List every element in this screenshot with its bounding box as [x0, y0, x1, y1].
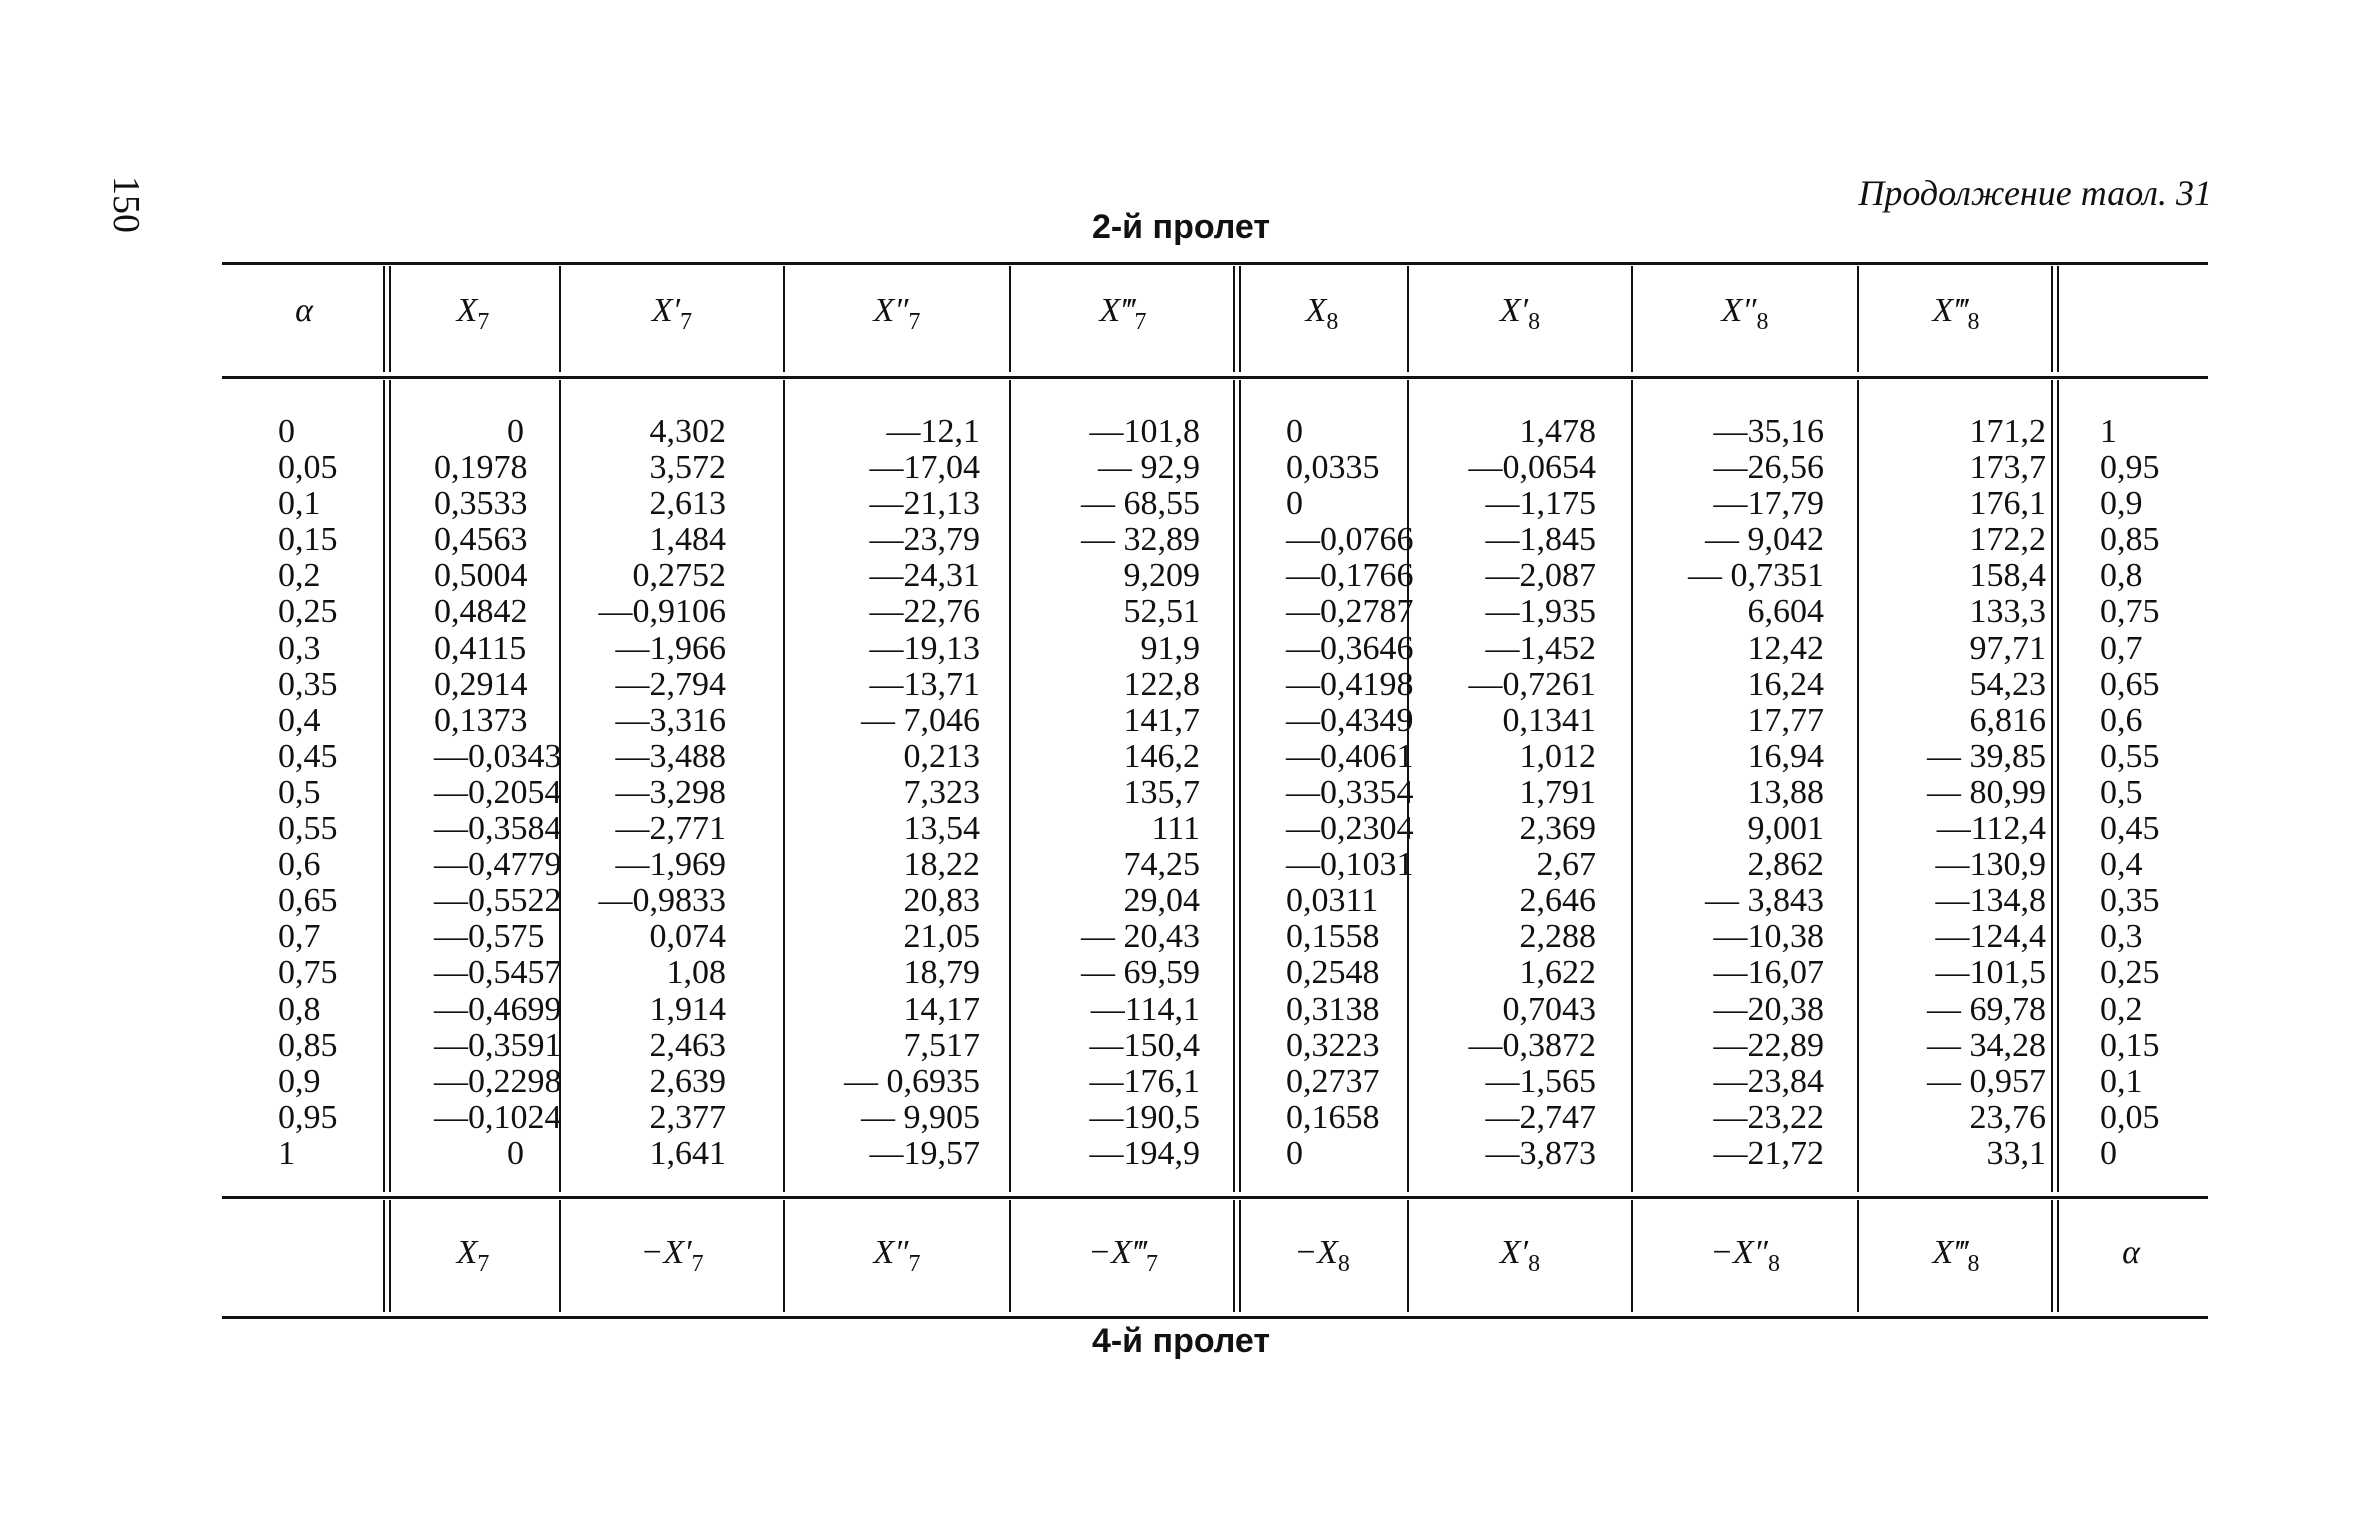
table-cell: —101,8 [1089, 413, 1200, 450]
table-cell: 135,7 [1123, 773, 1200, 811]
table-cell: —2,087 [1485, 557, 1596, 595]
table-cell: —0,9106 [598, 593, 726, 631]
table-cell: —114,1 [1090, 990, 1200, 1028]
header-top-cell-3: $X''_7$ [873, 292, 921, 335]
table-cell: —17,04 [869, 449, 980, 487]
table-cell: —23,84 [1713, 1062, 1824, 1100]
table-cell: 0,25 [2100, 954, 2160, 992]
table-cell: 0,4842 [434, 593, 528, 631]
table-cell: —26,56 [1713, 449, 1824, 487]
table-cell: 0,15 [2100, 1026, 2160, 1064]
table-cell: 6,604 [1747, 593, 1824, 631]
table-cell: —112,4 [1936, 810, 2046, 848]
footer-top-rule [222, 1196, 2208, 1199]
table-cell: —0,5457 [434, 954, 562, 992]
table-cell: 0,3138 [1286, 990, 1380, 1028]
table-cell: —23,79 [869, 521, 980, 559]
header-top-cell-4: $X‴_7$ [1099, 292, 1147, 335]
table-cell: — 92,9 [1098, 449, 1200, 487]
table-column-5 [1286, 413, 1414, 1172]
table-cell: 0,4563 [434, 521, 528, 559]
table-column-6 [1408, 414, 1596, 1172]
table-cell: — 69,78 [1927, 990, 2046, 1028]
table-cell: —20,38 [1713, 990, 1824, 1028]
table-cell: 12,42 [1747, 629, 1824, 667]
table-cell: —1,565 [1485, 1062, 1596, 1100]
table-cell: — 39,85 [1927, 737, 2046, 775]
table-cell: —0,0654 [1468, 449, 1596, 487]
table-cell: 7,517 [903, 1026, 980, 1064]
table-column-7 [1632, 414, 1824, 1172]
table-cell: — 20,43 [1081, 918, 1200, 956]
table-cell: 171,2 [1969, 413, 2046, 450]
bottom-span-title: 4-й пролет [1091, 1322, 1271, 1360]
table-cell: 4,302 [649, 413, 726, 450]
table-cell: 1 [278, 1134, 295, 1172]
table-cell: 54,23 [1969, 665, 2046, 703]
table-cell: —21,72 [1713, 1134, 1824, 1172]
table-cell: —101,5 [1935, 954, 2046, 992]
table-cell: —3,873 [1485, 1134, 1596, 1172]
table-cell: —124,4 [1935, 918, 2046, 956]
table-cell: — 7,046 [861, 701, 980, 739]
table-cell: —0,3354 [1286, 773, 1414, 811]
table-cell: — 68,55 [1081, 485, 1200, 523]
table-cell: — 34,28 [1927, 1026, 2046, 1064]
header-top-cell-2: $X'_7$ [651, 292, 693, 335]
table-cell: 0,3223 [1286, 1026, 1380, 1064]
table-cell: —130,9 [1935, 846, 2046, 884]
table-cell: —2,794 [615, 665, 726, 703]
table-cell: 0,8 [278, 990, 321, 1028]
table-cell: —10,38 [1713, 918, 1824, 956]
table-cell: 0,35 [278, 665, 338, 703]
table-cell: 91,9 [1140, 629, 1200, 667]
table-cell: — 32,89 [1081, 521, 1200, 559]
table-cell: 0,7 [278, 918, 321, 956]
header-top-cell-6: $X'_8$ [1499, 292, 1541, 335]
table-cell: 0,3 [278, 629, 321, 667]
table-cell: 0,3 [2100, 918, 2143, 956]
header-bottom-cell-5: $-X_8$ [1294, 1234, 1350, 1277]
table-cell: —1,845 [1485, 521, 1596, 559]
table-cell: 0,5 [278, 773, 321, 811]
table-cell: —0,4198 [1286, 665, 1414, 703]
table-cell: 0,6 [278, 846, 321, 884]
table-cell: 52,51 [1123, 593, 1200, 631]
table-cell: 0 [1286, 1134, 1303, 1172]
header-top-cell-7: $X''_8$ [1721, 292, 1769, 335]
table-cell: 33,1 [1986, 1134, 2046, 1172]
table-cell: 2,862 [1747, 846, 1824, 884]
header-bottom-cell-6: $X'_8$ [1499, 1234, 1541, 1277]
table-cell: 172,2 [1969, 521, 2046, 559]
page-number: 150 [105, 176, 147, 233]
table-cell: 0,7043 [1502, 990, 1596, 1028]
column-divider [2051, 380, 2059, 1192]
table-cell: 0 [507, 1134, 524, 1172]
table-cell: —0,2787 [1286, 593, 1414, 631]
table-cell: —176,1 [1089, 1062, 1200, 1100]
table-cell: —0,2054 [434, 773, 562, 811]
table-cell: 1,08 [666, 954, 726, 992]
header-top-cell-5: $X_8$ [1305, 292, 1339, 335]
table-cell: —13,71 [869, 665, 980, 703]
table-cell: 122,8 [1123, 665, 1200, 703]
table-cell: 0,1373 [434, 701, 528, 739]
top-span-title: 2-й пролет [1091, 208, 1271, 246]
table-cell: 0 [1286, 413, 1303, 450]
table-cell: —1,966 [615, 629, 726, 667]
table-cell: 0 [2100, 1134, 2117, 1172]
header-top-cell-0: α [295, 292, 313, 329]
table-cell: 0,4115 [434, 629, 527, 667]
table-column-2 [560, 414, 726, 1172]
table-cell: 3,572 [649, 449, 726, 487]
table-cell: 0,5004 [434, 557, 528, 595]
table-cell: 9,209 [1123, 557, 1200, 595]
header-bottom-cell-4: $-X‴_7$ [1088, 1234, 1158, 1277]
table-cell: — 9,905 [861, 1098, 980, 1136]
table-cell: 0,2914 [434, 665, 528, 703]
table-cell: 2,613 [649, 485, 726, 523]
table-cell: 6,816 [1969, 701, 2046, 739]
table-cell: —12,1 [886, 413, 980, 450]
table-cell: —23,22 [1713, 1098, 1824, 1136]
table-cell: 133,3 [1969, 593, 2046, 631]
table-cell: — 0,957 [1927, 1062, 2046, 1100]
table-cell: — 0,6935 [844, 1062, 980, 1100]
table-cell: 13,88 [1747, 773, 1824, 811]
table-cell: —150,4 [1089, 1026, 1200, 1064]
table-cell: 0,65 [2100, 665, 2160, 703]
table-cell: 18,22 [903, 846, 980, 884]
table-cell: —22,89 [1713, 1026, 1824, 1064]
table-cell: 0,55 [278, 810, 338, 848]
table-cell: 2,288 [1519, 918, 1596, 956]
table-cell: —3,298 [615, 773, 726, 811]
table-cell: 9,001 [1747, 810, 1824, 848]
table-cell: 0,15 [278, 521, 338, 559]
table-cell: 0,9 [2100, 485, 2143, 523]
table-cell: 13,54 [903, 810, 980, 848]
table-cell: —0,7261 [1468, 665, 1596, 703]
table-cell: 2,646 [1519, 882, 1596, 920]
table-cell: —24,31 [869, 557, 980, 595]
table-cell: —0,1024 [434, 1098, 562, 1136]
table-cell: —0,5522 [434, 882, 562, 920]
table-cell: 7,323 [903, 773, 980, 811]
table-cell: 1,641 [649, 1134, 726, 1172]
table-cell: —1,935 [1485, 593, 1596, 631]
table-cell: —134,8 [1935, 882, 2046, 920]
header-bottom-cell-1: $X_7$ [456, 1234, 490, 1277]
table-cell: 0,05 [278, 449, 338, 487]
table-cell: 0,95 [2100, 449, 2160, 487]
table-cell: —2,771 [615, 810, 726, 848]
table-cell: 16,24 [1747, 665, 1824, 703]
table-cell: 0,2 [2100, 990, 2143, 1028]
table-cell: 176,1 [1969, 485, 2046, 523]
table-cell: 0,45 [2100, 810, 2160, 848]
table-cell: 1,012 [1519, 737, 1596, 775]
table-cell: 16,94 [1747, 737, 1824, 775]
table-cell: —2,747 [1485, 1098, 1596, 1136]
table-cell: —0,3591 [434, 1026, 562, 1064]
table-cell: 0,0335 [1286, 449, 1380, 487]
table-cell: 0 [507, 413, 524, 450]
table-cell: 0,8 [2100, 557, 2143, 595]
table-cell: 0,65 [278, 882, 338, 920]
table-cell: 0,0311 [1286, 882, 1379, 920]
table-cell: 141,7 [1123, 701, 1200, 739]
table-cell: 0,05 [2100, 1098, 2160, 1136]
table-cell: 0,1341 [1502, 701, 1596, 739]
table-cell: — 9,042 [1705, 521, 1824, 559]
table-cell: 1,791 [1519, 773, 1596, 811]
table-cell: — 69,59 [1081, 954, 1200, 992]
table-cell: 0 [1286, 485, 1303, 523]
table-cell: —22,76 [869, 593, 980, 631]
table-cell: —0,4061 [1286, 737, 1414, 775]
table-cell: —35,16 [1713, 413, 1824, 450]
header-bottom-rule [222, 376, 2208, 379]
table-continuation-caption: Продолжение таол. 31 [1858, 173, 2212, 213]
table-cell: 0,35 [2100, 882, 2160, 920]
table-cell: 2,377 [649, 1098, 726, 1136]
table-cell: 0,074 [649, 918, 726, 956]
table-cell: 21,05 [903, 918, 980, 956]
table-bottom-rule [222, 1316, 2208, 1319]
table-column-1 [434, 413, 562, 1172]
header-bottom-cell-3: $X''_7$ [873, 1234, 921, 1277]
table-cell: 173,7 [1969, 449, 2046, 487]
table-cell: 1,484 [649, 521, 726, 559]
table-cell: —3,316 [615, 701, 726, 739]
table-cell: 0 [278, 413, 295, 450]
table-cell: 0,2 [278, 557, 321, 595]
header-bottom-cell-8: $X‴_8$ [1932, 1234, 1980, 1277]
table-cell: —19,13 [869, 629, 980, 667]
table-cell: 2,639 [649, 1062, 726, 1100]
table-cell: 146,2 [1123, 737, 1200, 775]
table-cell: —21,13 [869, 485, 980, 523]
table-cell: —0,2298 [434, 1062, 562, 1100]
table-cell: —3,488 [615, 737, 726, 775]
table-cell: 2,463 [649, 1026, 726, 1064]
table-cell: —0,3584 [434, 810, 562, 848]
table-cell: 0,1558 [1286, 918, 1380, 956]
table-cell: —0,3872 [1468, 1026, 1596, 1064]
table-cell: —0,2304 [1286, 810, 1414, 848]
table-cell: —0,4349 [1286, 701, 1414, 739]
table-cell: 0,6 [2100, 701, 2143, 739]
table-cell: —0,4779 [434, 846, 562, 884]
table-cell: 0,5 [2100, 773, 2143, 811]
table-cell: — 0,7351 [1688, 557, 1824, 595]
table-top-rule [222, 262, 2208, 265]
table-cell: 0,9 [278, 1062, 321, 1100]
table-cell: 29,04 [1123, 882, 1200, 920]
table-cell: —190,5 [1089, 1098, 1200, 1136]
table-cell: —17,79 [1713, 485, 1824, 523]
table-cell: —0,4699 [434, 990, 562, 1028]
table-column-3 [784, 414, 980, 1172]
table-column-4 [1010, 414, 1200, 1172]
table-cell: 20,83 [903, 882, 980, 920]
table-cell: 1,914 [649, 990, 726, 1028]
table-cell: 14,17 [903, 990, 980, 1028]
column-divider [1233, 380, 1241, 1192]
table-cell: —16,07 [1713, 954, 1824, 992]
table-cell: 0,1 [278, 485, 321, 523]
table-cell: —0,0343 [434, 737, 562, 775]
table-cell: 23,76 [1969, 1098, 2046, 1136]
table-cell: 0,4 [2100, 846, 2143, 884]
table-cell: —0,9833 [598, 882, 726, 920]
table-column-9 [2100, 414, 2208, 1172]
table-cell: 158,4 [1969, 557, 2046, 595]
table-cell: 0,2752 [632, 557, 726, 595]
table-cell: 0,75 [278, 954, 338, 992]
table-cell: 0,25 [278, 593, 338, 631]
table-cell: 0,4 [278, 701, 321, 739]
table-cell: 2,369 [1519, 810, 1596, 848]
table-cell: —1,452 [1485, 629, 1596, 667]
table-cell: 0,85 [278, 1026, 338, 1064]
table-cell: —0,575 [434, 918, 545, 956]
table-cell: 0,75 [2100, 593, 2160, 631]
table-cell: —0,1031 [1286, 846, 1414, 884]
table-cell: —19,57 [869, 1134, 980, 1172]
table-cell: 18,79 [903, 954, 980, 992]
table-cell: — 80,99 [1927, 773, 2046, 811]
table-cell: 0,55 [2100, 737, 2160, 775]
table-cell: 0,213 [903, 737, 980, 775]
header-bottom-cell-9: α [2122, 1234, 2140, 1271]
table-cell: 74,25 [1123, 846, 1200, 884]
table-cell: —1,969 [615, 846, 726, 884]
table-cell: 1,478 [1519, 413, 1596, 450]
table-cell: 0,1978 [434, 449, 528, 487]
table-cell: 111 [1151, 810, 1200, 848]
header-bottom-cell-7: $-X''_8$ [1710, 1234, 1780, 1277]
table-cell: 0,45 [278, 737, 338, 775]
table-cell: 17,77 [1747, 701, 1824, 739]
header-top-cell-1: $X_7$ [456, 292, 490, 335]
table-cell: 97,71 [1969, 629, 2046, 667]
table-column-0 [278, 414, 386, 1172]
table-cell: —0,0766 [1286, 521, 1414, 559]
table-cell: 0,3533 [434, 485, 528, 523]
table-cell: 0,7 [2100, 629, 2143, 667]
header-top-cell-8: $X‴_8$ [1932, 292, 1980, 335]
table-cell: 0,2548 [1286, 954, 1380, 992]
table-cell: — 3,843 [1705, 882, 1824, 920]
table-cell: —0,3646 [1286, 629, 1414, 667]
table-cell: 0,1658 [1286, 1098, 1380, 1136]
table-cell: —1,175 [1485, 485, 1596, 523]
table-cell: 1 [2100, 413, 2117, 450]
table-cell: 0,2737 [1286, 1062, 1380, 1100]
header-bottom-cell-2: $-X'_7$ [640, 1234, 704, 1277]
table-cell: 2,67 [1536, 846, 1596, 884]
table-cell: —194,9 [1089, 1134, 1200, 1172]
table-cell: 0,85 [2100, 521, 2160, 559]
table-cell: 0,1 [2100, 1062, 2143, 1100]
table-column-8 [1858, 414, 2046, 1172]
table-cell: 1,622 [1519, 954, 1596, 992]
table-cell: 0,95 [278, 1098, 338, 1136]
table-cell: —0,1766 [1286, 557, 1414, 595]
